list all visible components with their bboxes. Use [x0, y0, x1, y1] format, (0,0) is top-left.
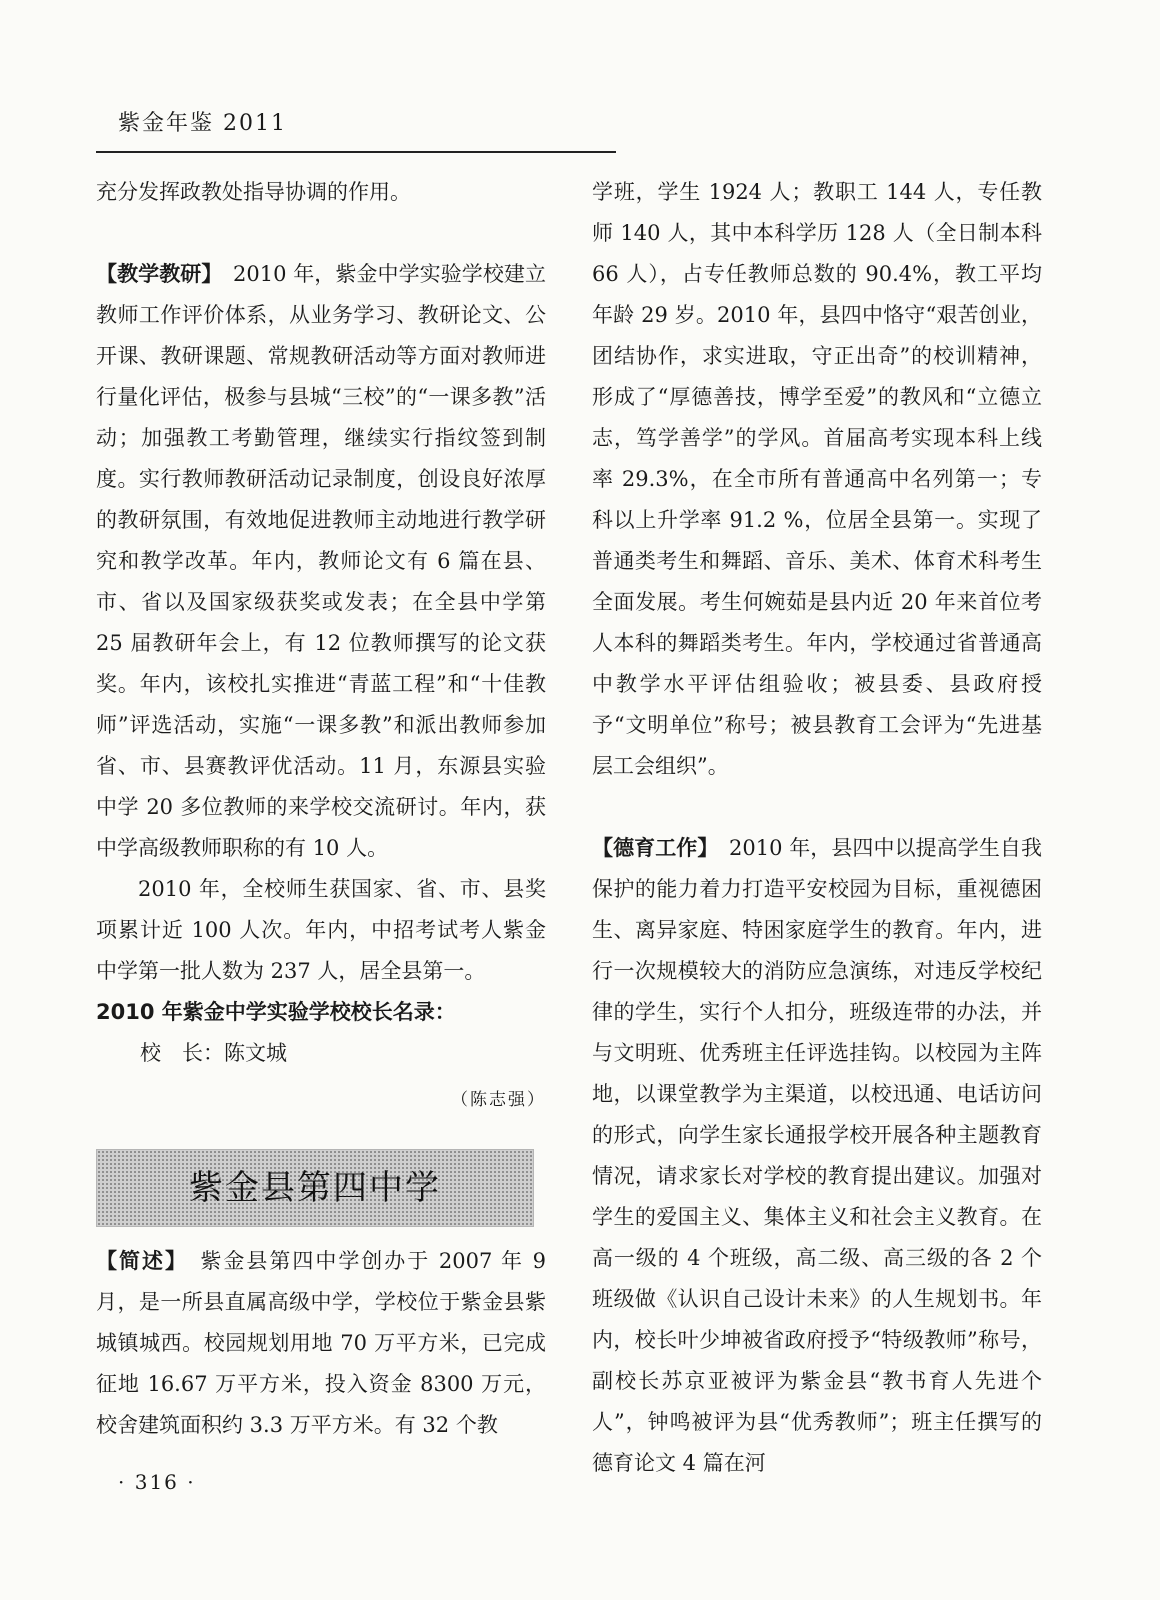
- summary-tag: 【简述】: [96, 1249, 178, 1273]
- moral-paragraph: [592, 828, 1042, 1484]
- teaching-body: 2010 年，紫金中学实验学校建立教师工作评价体系，从业务学习、教研论文、公开课、教研课题、常规教研活动等方面对教师进行量化评估，极参与县城“三校”的“一课多教”活动；加强教工考勤管理，继续实行指纹签到制度。实行教师教研活动记录制度，创设良好浓厚的教研氛围，有效地促进教师主动地进行教学研究和教学改革。年内，教师论文有 6 篇在县、市、省以及国家级获奖或发表；在全县中学第 25 届教研年会上，有 12 位教师撰写的论文获奖。年内，该校扎实推进“青蓝工程”和“十佳教师”评选活动，实施“一课多教”和派出教师参加省、市、县赛教评优活动。11 月，东源县实验中学 20 多位教师的来学校交流研讨。年内，获中学高级教师职称的有 10 人。: [96, 262, 547, 860]
- summary-continued: 学班，学生 1924 人；教职工 144 人，专任教师 140 人，其中本科学历 128 人（全日制本科 66 人），占专任教师总数的 90.4%，教工平均年龄 29 岁。2010 年，县四中恪守“艰苦创业，团结协作，求实进取，守正出奇”的校训精神，形成了“厚德善技，博学至爱”的教风和“立德立志，笃学善学”的学风。首届高考实现本科上线率 29.3%，在全市所有普通高中名列第一；专科以上升学率 91.2 %，位居全县第一。实现了普通类考生和舞蹈、音乐、美术、体育术科考生全面发展。考生何婉茹是县内近 20 年来首位考人本科的舞蹈类考生。年内，学校通过省普通高中教学水平评估组验收；被县委、县政府授予“文明单位”称号；被县教育工会评为“先进基层工会组织”。: [592, 180, 1042, 778]
- right-column: [592, 172, 1042, 1484]
- paragraph-gap: [592, 787, 1042, 828]
- page-number: · 316 ·: [118, 1470, 196, 1494]
- byline: （陈志强）: [451, 1090, 546, 1110]
- paragraph-gap: [96, 213, 546, 254]
- moral-tag: 【德育工作】: [592, 836, 708, 860]
- teaching-tag: 【教学教研】: [96, 262, 212, 286]
- section-title: 紫金县第四中学: [189, 1167, 441, 1208]
- roster-item: 校 长：陈文城: [140, 1041, 287, 1065]
- header-rule: [96, 151, 616, 153]
- teaching-paragraph: [96, 254, 546, 869]
- summary-paragraph: [96, 1241, 546, 1446]
- roster-title: 2010 年紫金中学实验学校校长名录：: [96, 1000, 456, 1024]
- header-title: 紫金年鉴 2011: [118, 111, 287, 136]
- running-header: [96, 106, 616, 153]
- moral-body: 2010 年，县四中以提高学生自我保护的能力着力打造平安校园为目标，重视德困生、离异家庭、特困家庭学生的教育。年内，进行一次规模较大的消防应急演练，对违反学校纪律的学生，实行个人扣分，班级连带的办法，并与文明班、优秀班主任评选挂钩。以校园为主阵地，以课堂教学为主渠道，以校迅通、电话访问的形式，向学生家长通报学校开展各种主题教育情况，请求家长对学校的教育提出建议。加强对学生的爱国主义、集体主义和社会主义教育。在高一级的 4 个班级，高二级、高三级的各 2 个班级做《认识自己设计未来》的人生规划书。年内，校长叶少坤被省政府授予“特级教师”称号，副校长苏京亚被评为紫金县“教书育人先进个人”，钟鸣被评为县“优秀教师”；班主任撰写的德育论文 4 篇在河: [592, 836, 1043, 1475]
- summary-body: 紫金县第四中学创办于 2007 年 9 月，是一所县直属高级中学，学校位于紫金县紫城镇城西。校园规划用地 70 万平方米，已完成征地 16.67 万平方米，投入资金 8300 万元，校舍建筑面积约 3.3 万平方米。有 32 个教: [96, 1249, 546, 1437]
- intro-paragraph: 充分发挥政教处指导协调的作用。: [96, 180, 411, 204]
- section-banner: [96, 1149, 534, 1227]
- left-column: [96, 172, 546, 1446]
- awards-paragraph: 2010 年，全校师生获国家、省、市、县奖项累计近 100 人次。年内，中招考试考人紫金中学第一批人数为 237 人，居全县第一。: [96, 877, 546, 983]
